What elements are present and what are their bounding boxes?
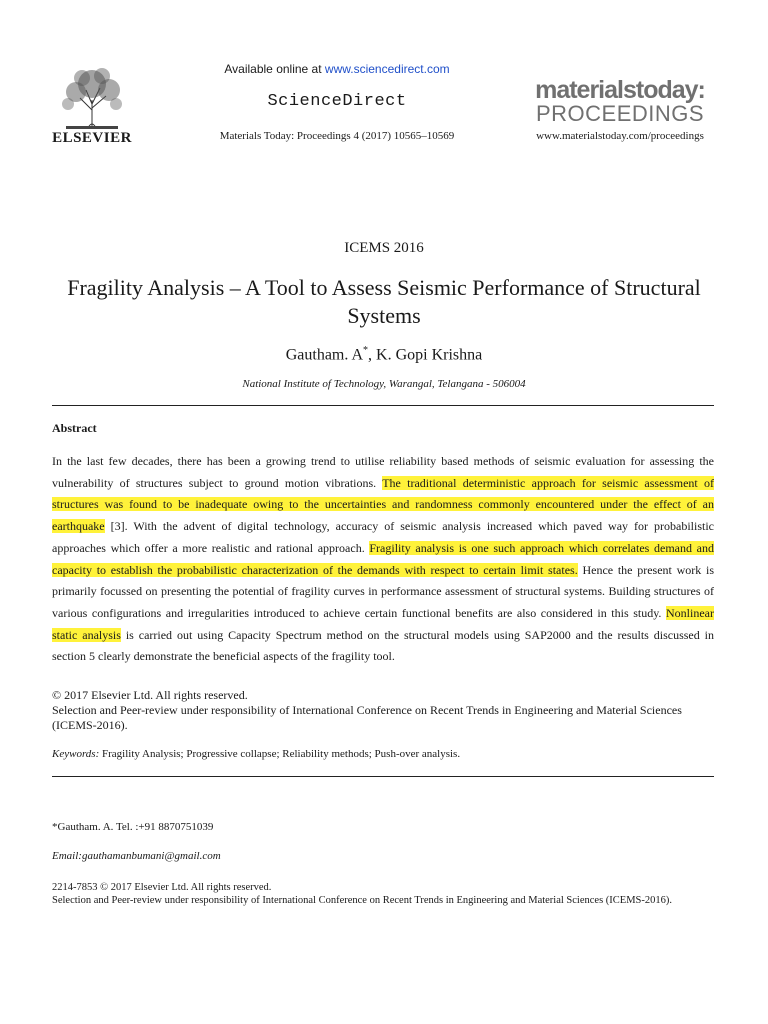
abstract-text-3: Hence the present work is primarily focussed on presenting the potential of fragility curves in performance assessment of structural systems. Building structures of various configurations and irregularities introduced to achieve certain functional benefits are also considered in this study. — [52, 562, 714, 620]
footer-rights — [52, 881, 714, 907]
affiliation: National Institute of Technology, Warangal, Telangana - 506004 — [242, 378, 526, 390]
keywords-line — [52, 748, 714, 760]
corresponding-mark: * — [363, 345, 369, 356]
abstract-heading: Abstract — [52, 421, 97, 435]
publisher-name: ELSEVIER — [52, 130, 132, 146]
author-list — [0, 345, 768, 364]
journal-reference: Materials Today: Proceedings 4 (2017) 10565–10569 — [219, 130, 455, 142]
keywords-list: Fragility Analysis; Progressive collapse; Reliability methods; Push-over analysis. — [99, 748, 461, 760]
abstract-text-4: is carried out using Capacity Spectrum method on the structural models using SAP2000 and the results discussed in section 5 clearly demonstrate the beneficial aspects of the fragility tool. — [52, 627, 714, 664]
corresponding-author-email: Email:gauthamanbumani@gmail.com — [52, 850, 221, 862]
issn-line: 2214-7853 © 2017 Elsevier Ltd. All rights reserved. — [52, 882, 272, 893]
brand-line-1: materialstoday: — [535, 76, 705, 104]
brand-line-2: PROCEEDINGS — [535, 101, 705, 126]
available-prefix: Available online at — [224, 62, 325, 76]
divider-top — [52, 405, 714, 406]
available-online — [160, 62, 514, 76]
abstract-text-2: [3]. With the advent of digital technology, accuracy of seismic analysis increased which paved way for probabilistic approaches which offer a more realistic and rational approach. — [52, 519, 714, 555]
sciencedirect-link[interactable]: www.sciencedirect.com — [324, 62, 450, 76]
footer-review-line: Selection and Peer-review under responsibility of International Conference on Recent Trends in Engineering and Material Sciences (ICEMS-2016). — [52, 895, 672, 906]
author-first: Gautham. A — [285, 346, 364, 364]
keywords-label: Keywords: — [52, 748, 100, 760]
abstract-text-1: In the last few decades, there has been a growing trend to utilise reliability based methods of seismic evaluation for assessing the vulnerability of structures subject to ground motion vibrations. — [52, 454, 714, 490]
copyright-line: © 2017 Elsevier Ltd. All rights reserved. — [52, 688, 248, 702]
peer-review-line: Selection and Peer-review under responsibility of International Conference on Recent Trends in Engineering and Material Sciences (ICEMS-2016). — [52, 703, 682, 732]
rights-block — [52, 688, 714, 733]
highlight-3: Nonlinear static analysis — [52, 605, 714, 642]
paper-title: Fragility Analysis – A Tool to Assess Seismic Performance of Structural Systems — [67, 275, 701, 328]
highlight-2: Fragility analysis is one such approach which correlates demand and capacity to establish the probabilistic characterization of the demands with respect to certain limit states. — [52, 540, 714, 577]
journal-url: www.materialstoday.com/proceedings — [536, 130, 704, 142]
corresponding-author-tel: *Gautham. A. Tel. :+91 8870751039 — [52, 821, 214, 833]
materials-today-logo — [520, 78, 720, 125]
conference-name: ICEMS 2016 — [344, 240, 424, 256]
divider-bottom — [52, 776, 714, 777]
highlight-1: The traditional deterministic approach for seismic assessment of structures was found to be inadequate owing to the uncertainties and randomness commonly encountered under the effect of an earthquake — [52, 475, 714, 534]
author-rest: , K. Gopi Krishna — [368, 346, 483, 364]
abstract-text — [52, 451, 714, 668]
sciencedirect-wordmark: ScienceDirect — [267, 92, 407, 111]
